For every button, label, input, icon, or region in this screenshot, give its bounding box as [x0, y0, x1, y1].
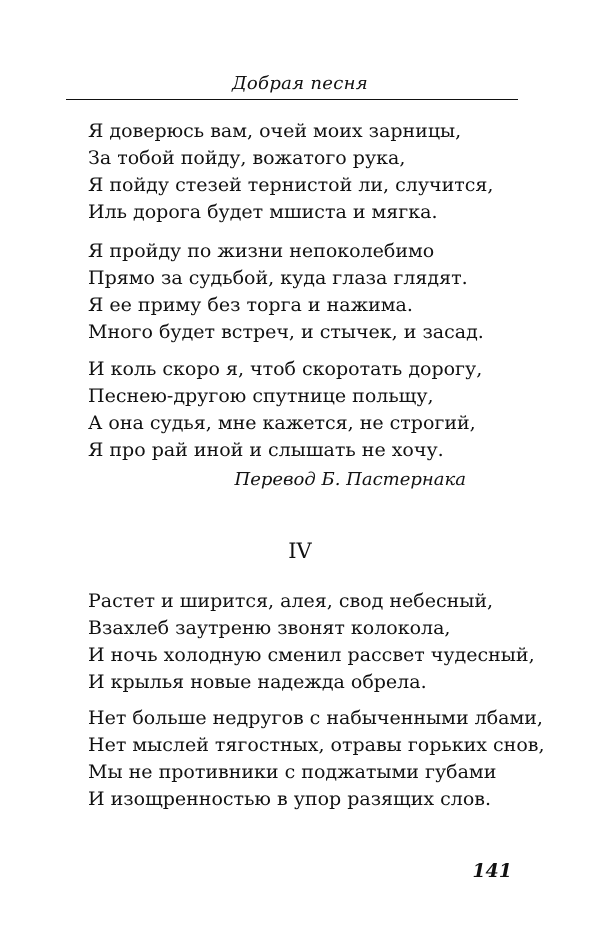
stanza [88, 705, 545, 813]
verse-line: Прямо за судьбой, куда глаза глядят. [88, 267, 468, 289]
verse-line: Много будет встреч, и стычек, и засад. [88, 321, 484, 343]
verse-line: Я доверюсь вам, очей моих зарницы, [88, 120, 462, 142]
verse-line: Мы не противники с поджатыми губами [88, 761, 497, 783]
verse-line: И крылья новые надежда обрела. [88, 671, 427, 693]
verse-line: Иль дорога будет мшиста и мягка. [88, 201, 438, 223]
header-rule [66, 99, 518, 100]
stanza [88, 356, 528, 464]
verse-line: И коль скоро я, чтоб скоротать дорогу, [88, 358, 483, 380]
stanza [88, 238, 528, 346]
verse-line: За тобой пойду, вожатого рука, [88, 147, 406, 169]
verse-line: И изощренностью в упор разящих слов. [88, 788, 492, 810]
verse-line: Я пройду по жизни непоколебимо [88, 240, 435, 262]
poem-section-number: IV [288, 539, 312, 563]
verse-line: И ночь холодную сменил рассвет чудесный, [88, 644, 535, 666]
verse-line: Я про рай иной и слышать не хочу. [88, 439, 444, 461]
stanza [88, 118, 528, 226]
translation-attribution: Перевод Б. Пастернака [234, 469, 466, 490]
verse-line: Взахлеб заутреню звонят колокола, [88, 617, 451, 639]
verse-line: Нет больше недругов с набыченными лбами, [88, 707, 543, 729]
verse-line: Я пойду стезей тернистой ли, случится, [88, 174, 494, 196]
verse-line: Я ее приму без торга и нажима. [88, 294, 413, 316]
verse-line: Нет мыслей тягостных, отравы горьких снов, [88, 734, 545, 756]
verse-line: Песнею-другою спутнице польщу, [88, 385, 434, 407]
verse-line: Растет и ширится, алея, свод небесный, [88, 590, 494, 612]
running-header: Добрая песня [231, 73, 369, 94]
stanza [88, 588, 535, 696]
verse-line: А она судья, мне кажется, не строгий, [88, 412, 476, 434]
page-number: 141 [472, 860, 512, 882]
